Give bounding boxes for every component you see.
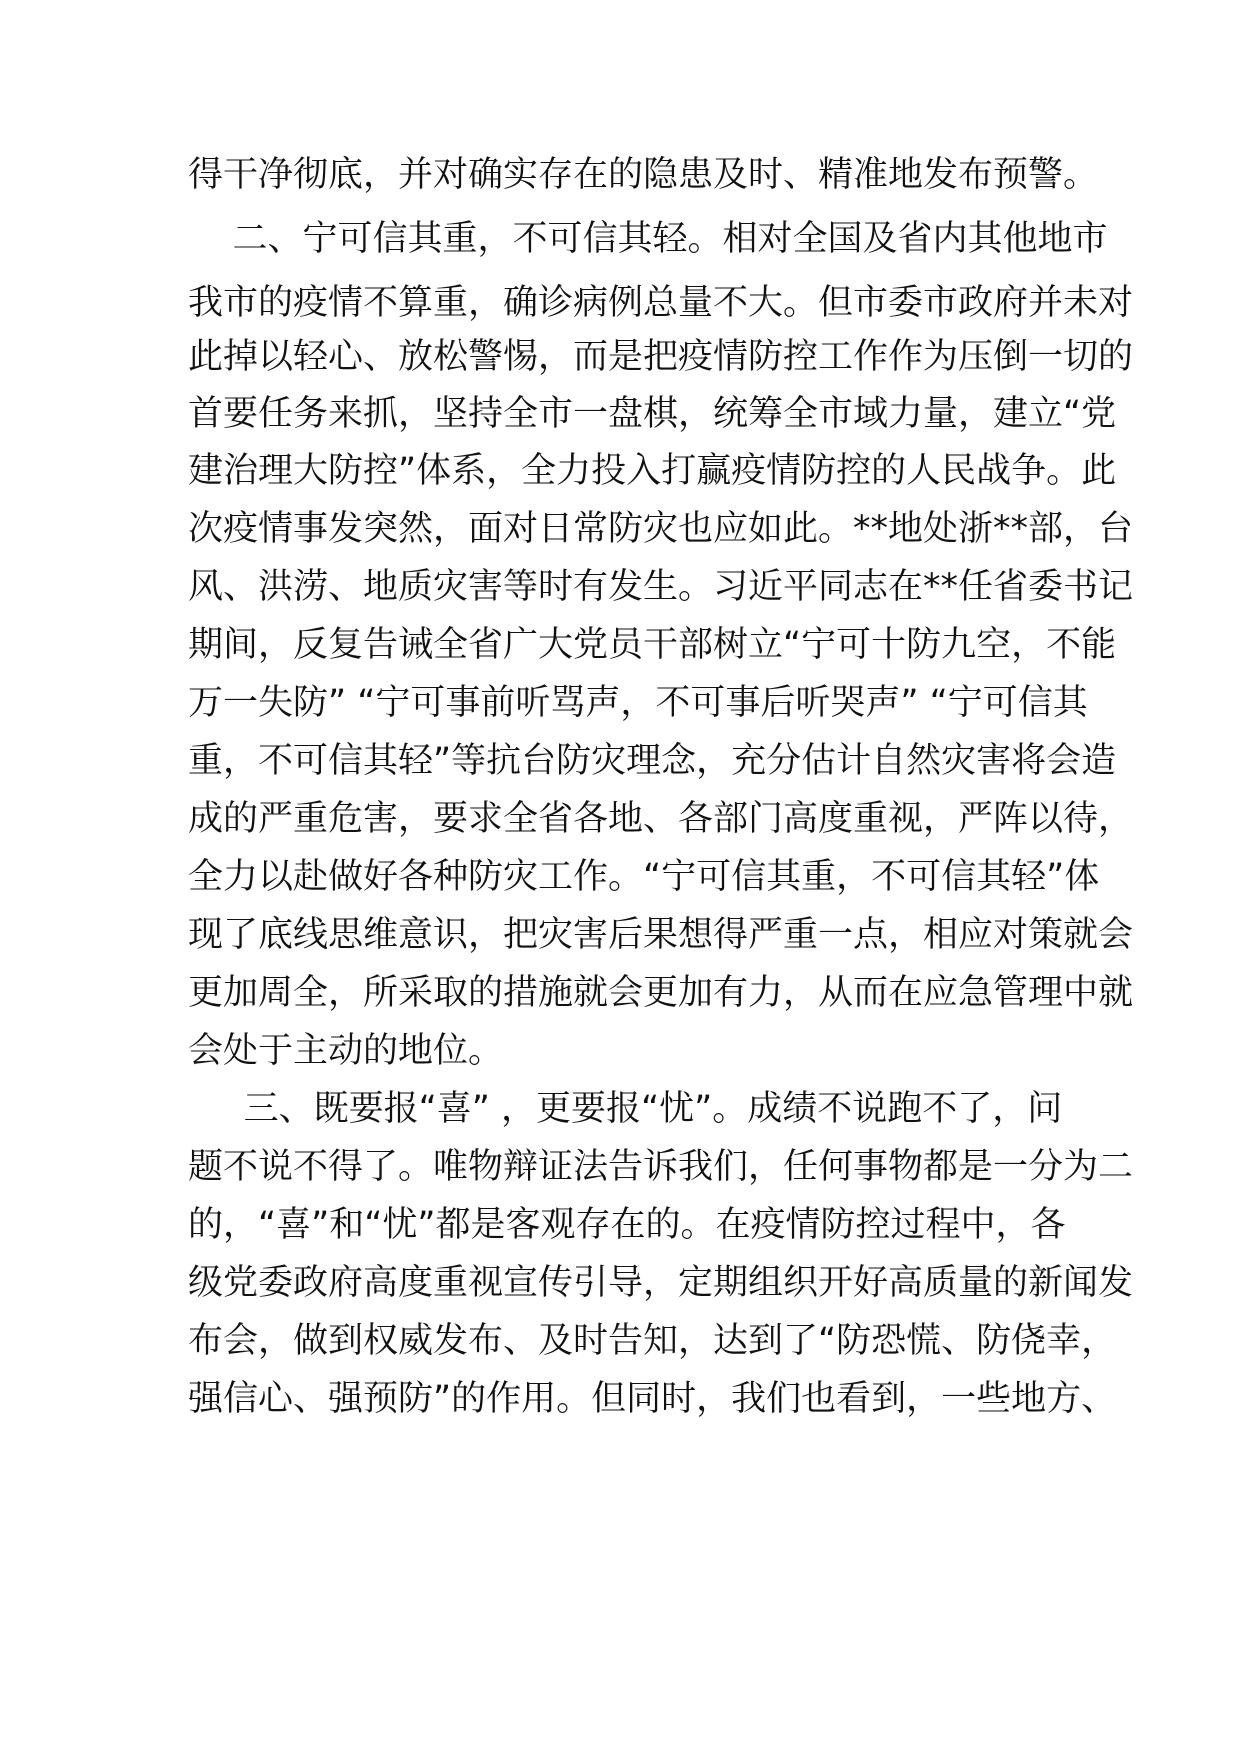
text-line: 期间，反复告诫全省广大党员干部树立“宁可十防九空，不能 [188,625,1117,665]
text-line: 得干净彻底，并对确实存在的隐患及时、精准地发布预警。 [188,155,1099,195]
text-line: 风、洪涝、地质灾害等时有发生。习近平同志在**任省委书记 [188,567,1134,607]
text-line: 会处于主动的地位。 [188,1031,504,1071]
text-line: 首要任务来抓，坚持全市一盘棋，统筹全市域力量，建立“党 [188,394,1117,434]
text-line: 更加周全，所采取的措施就会更加有力，从而在应急管理中就 [188,973,1134,1013]
text-line: 二、宁可信其重，不可信其轻。相对全国及省内其他地市 [188,219,1108,259]
text-line: 强信心、强预防”的作用。但同时，我们也看到，一些地方、 [188,1379,1117,1419]
text-line: 成的严重危害，要求全省各地、各部门高度重视，严阵以待， [188,799,1134,839]
text-line: 布会，做到权威发布、及时告知，达到了“防恐慌、防侥幸， [188,1321,1117,1361]
text-line: 次疫情事发突然，面对日常防灾也应如此。**地处浙**部，台 [188,509,1134,549]
text-line: 此掉以轻心、放松警惕，而是把疫情防控工作作为压倒一切的 [188,337,1134,377]
text-line: 万一失防” “宁可事前听骂声，不可事后听哭声” “宁可信其 [188,683,1088,723]
text-line: 重，不可信其轻”等抗台防灾理念，充分估计自然灾害将会造 [188,741,1117,781]
text-line: 题不说不得了。唯物辩证法告诉我们，任何事物都是一分为二 [188,1147,1134,1187]
text-line: 建治理大防控”体系，全力投入打赢疫情防控的人民战争。此 [188,451,1117,491]
text-line: 的，“喜”和“忧”都是客观存在的。在疫情防控过程中，各 [188,1205,1066,1245]
text-line: 我市的疫情不算重，确诊病例总量不大。但市委市政府并未对 [188,283,1134,323]
text-line: 全力以赴做好各种防灾工作。“宁可信其重，不可信其轻”体 [188,857,1100,897]
text-line: 现了底线思维意识，把灾害后果想得严重一点，相应对策就会 [188,915,1134,955]
text-line: 三、既要报“喜” ，更要报“忧”。成绩不说跑不了，问 [188,1089,1063,1129]
text-line: 级党委政府高度重视宣传引导，定期组织开好高质量的新闻发 [188,1263,1134,1303]
